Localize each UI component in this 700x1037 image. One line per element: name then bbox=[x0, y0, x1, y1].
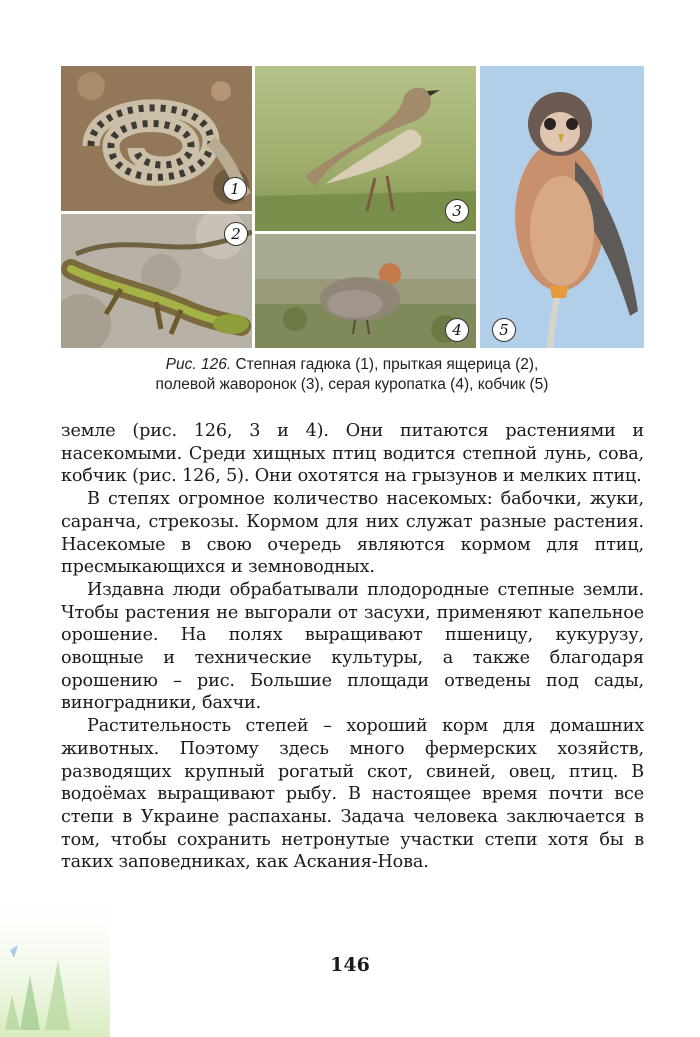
photo-sand-lizard bbox=[61, 214, 252, 348]
caption-line-1: Степная гадюка (1), прыткая ящерица (2), bbox=[231, 356, 539, 373]
page-number: 146 bbox=[330, 954, 370, 976]
paragraph-1: земле (рис. 126, 3 и 4). Они питаются растениями и насекомыми. Среди хищных птиц водится степной лунь, сова, кобчик (рис. 126, 5). Они охотятся на грызунов и мелких птиц. bbox=[61, 421, 644, 487]
photo-steppe-viper bbox=[61, 66, 252, 211]
body-text bbox=[61, 420, 644, 874]
figure-caption bbox=[60, 355, 644, 395]
marker-4: 4 bbox=[445, 318, 469, 342]
photo-skylark bbox=[255, 66, 476, 231]
marker-3: 3 bbox=[445, 199, 469, 223]
photo-red-footed-falcon bbox=[480, 66, 644, 348]
marker-2: 2 bbox=[224, 222, 248, 246]
photo-grey-partridge bbox=[255, 234, 476, 348]
figure-label: Рис. 126. bbox=[165, 356, 232, 373]
paragraph-2: В степях огромное количество насекомых: бабочки, жуки, саранча, стрекозы. Кормом для них служат разные растения. Насекомые в свою очередь являются кормом для птиц, пресмыкающихся и земноводных. bbox=[61, 489, 644, 578]
decorative-trees-icon bbox=[0, 880, 110, 1037]
marker-1: 1 bbox=[223, 177, 247, 201]
paragraph-4: Растительность степей – хороший корм для домашних животных. Поэтому здесь много фермерских хозяйств, разводящих крупный рогатый скот, свиней, овец, птиц. В водоёмах выращивают рыбу. В настоящее время почти все степи в Украине распаханы. Задача человека заключается в том, чтобы сохранить нетронутые участки степи хотя бы в таких заповедниках, как Аскания-Нова. bbox=[61, 716, 644, 873]
paragraph-3: Издавна люди обрабатывали плодородные степные земли. Чтобы растения не выгорали от засухи, применяют капельное орошение. На полях выращивают пшеницу, кукурузу, овощные и технические культуры, а также благодаря орошению – рис. Большие площади отведены под сады, виноградники, бахчи. bbox=[61, 579, 644, 714]
marker-5: 5 bbox=[492, 318, 516, 342]
caption-line-2: полевой жаворонок (3), серая куропатка (4), кобчик (5) bbox=[155, 376, 549, 393]
